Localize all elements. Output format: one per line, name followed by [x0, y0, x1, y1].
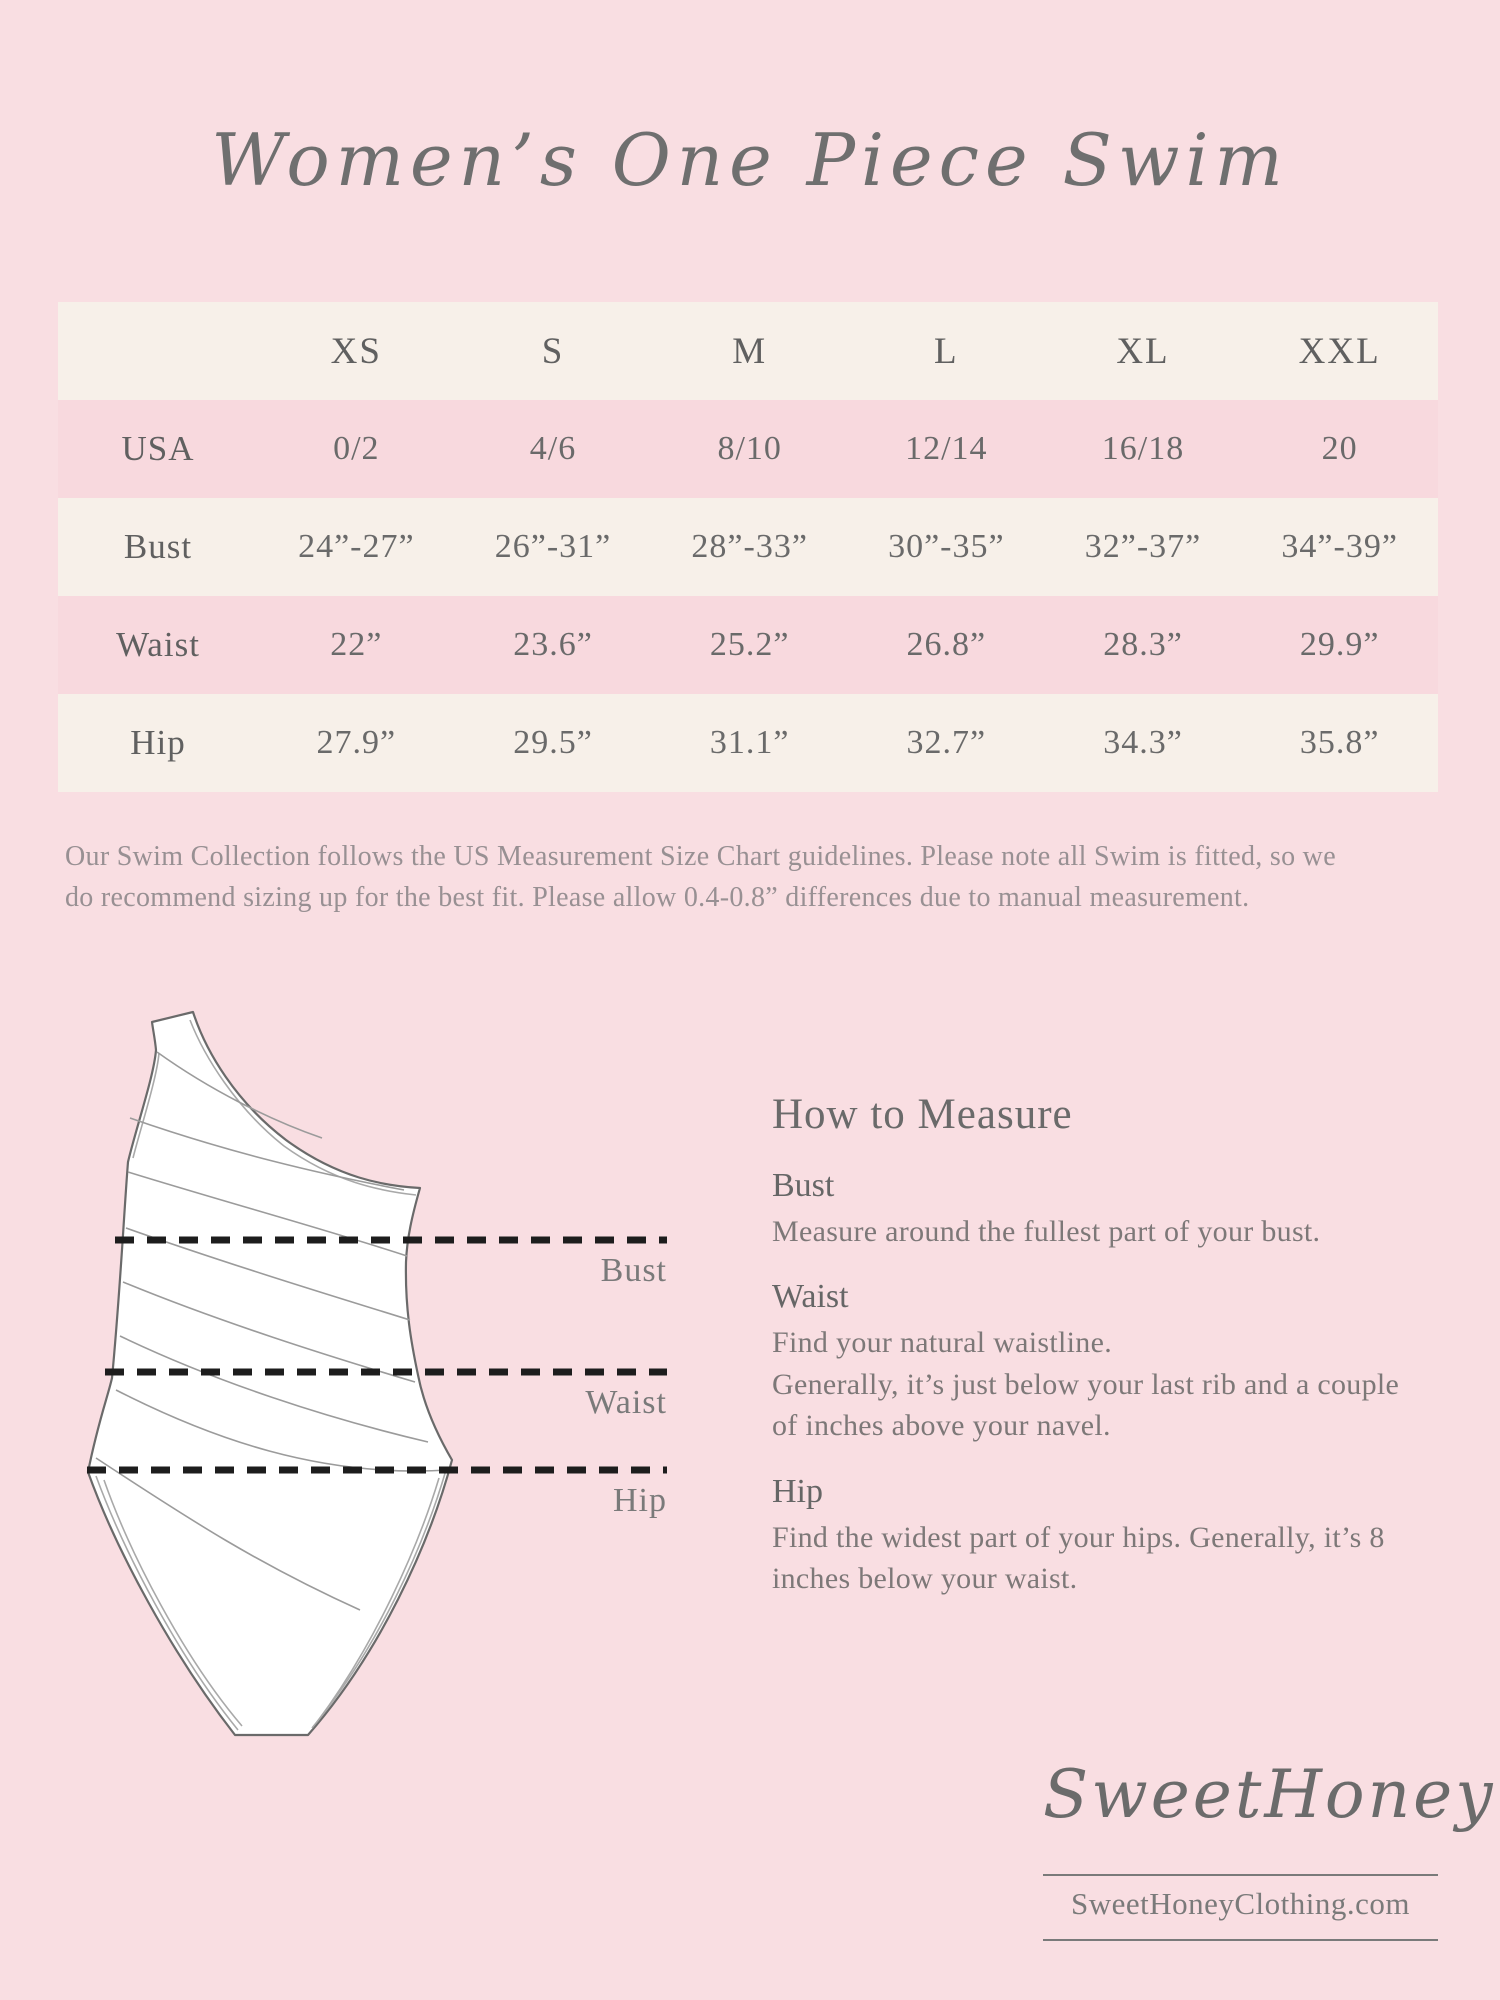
- table-cell: 30”-35”: [888, 528, 1005, 565]
- table-cell: 28”-33”: [691, 528, 808, 565]
- measure-section-title: Bust: [772, 1167, 835, 1204]
- header-cell-m: M: [732, 330, 768, 372]
- table-cell: 20: [1321, 430, 1358, 467]
- measure-section-text: Generally, it’s just below your last rib and a couple of inches above your navel.: [772, 1367, 1400, 1443]
- table-cell: 28.3”: [1103, 626, 1183, 663]
- table-row-usa: [58, 400, 1438, 498]
- table-cell: 34.3”: [1103, 724, 1183, 761]
- how-to-measure-section: [772, 1090, 1402, 1599]
- table-cell: 26.8”: [906, 626, 987, 663]
- table-cell: 16/18: [1101, 430, 1185, 467]
- measure-section-hip: [772, 1473, 1402, 1600]
- measure-section-bust: [772, 1167, 1402, 1252]
- diagram-hip-label: Hip: [613, 1482, 667, 1519]
- row-label-usa: USA: [121, 429, 195, 468]
- measure-section-waist: [772, 1278, 1402, 1446]
- table-cell: 25.2”: [709, 626, 790, 663]
- table-cell: 0/2: [333, 430, 380, 467]
- footer-divider-bottom: [1043, 1939, 1438, 1941]
- header-cell-l: L: [934, 330, 959, 372]
- table-row-bust: [58, 498, 1438, 596]
- table-cell: 22”: [330, 626, 383, 663]
- table-cell: 24”-27”: [298, 528, 415, 565]
- row-label-waist: Waist: [116, 625, 200, 664]
- diagram-bust-label: Bust: [600, 1252, 667, 1289]
- size-chart-table: [58, 302, 1438, 792]
- table-cell: 32”-37”: [1084, 528, 1202, 565]
- brand-website: SweetHoneyClothing.com: [1070, 1886, 1411, 1921]
- measure-section-text: Find your natural waistline.: [772, 1326, 1113, 1360]
- table-row-hip: [58, 694, 1438, 792]
- row-label-hip: Hip: [130, 723, 186, 762]
- table-row-waist: [58, 596, 1438, 694]
- measure-section-title: Waist: [772, 1278, 849, 1316]
- page-title: Women’s One Piece Swim: [211, 118, 1289, 202]
- table-cell: 34”-39”: [1281, 528, 1398, 565]
- measure-section-text: Measure around the fullest part of your bust.: [772, 1215, 1321, 1248]
- table-cell: 26”-31”: [494, 528, 612, 565]
- table-cell: 32.7”: [906, 724, 987, 761]
- swimsuit-illustration: [60, 990, 710, 1760]
- header-cell-xxl: XXL: [1298, 330, 1381, 372]
- header-cell-xl: XL: [1116, 330, 1170, 372]
- table-cell: 31.1”: [709, 724, 790, 761]
- table-cell: 27.9”: [316, 724, 397, 761]
- measure-section-text: Find the widest part of your hips. Generally, it’s 8 inches below your waist.: [772, 1520, 1385, 1595]
- table-cell: 12/14: [905, 430, 988, 467]
- table-cell: 23.6”: [513, 626, 593, 663]
- footer-divider-top: [1043, 1874, 1438, 1876]
- table-cell: 8/10: [717, 430, 782, 467]
- measure-section-title: Hip: [772, 1472, 823, 1510]
- diagram-waist-label: Waist: [585, 1384, 667, 1421]
- table-cell: 35.8”: [1299, 724, 1380, 761]
- brand-logo: SweetHoney: [1043, 1756, 1496, 1833]
- how-to-measure-heading: How to Measure: [772, 1091, 1073, 1138]
- table-cell: 29.9”: [1299, 626, 1380, 663]
- table-cell: 29.5”: [513, 724, 593, 761]
- sizing-note: Our Swim Collection follows the US Measurement Size Chart guidelines. Please note all Swim is fitted, so we do recommend sizing up for the best fit. Please allow 0.4-0.8” differences due to manual measurement.: [65, 841, 1336, 914]
- table-cell: 4/6: [529, 430, 577, 467]
- row-label-bust: Bust: [123, 527, 193, 566]
- table-header-row: [58, 302, 1438, 400]
- header-cell-s: S: [541, 330, 565, 372]
- header-cell-xs: XS: [330, 330, 382, 372]
